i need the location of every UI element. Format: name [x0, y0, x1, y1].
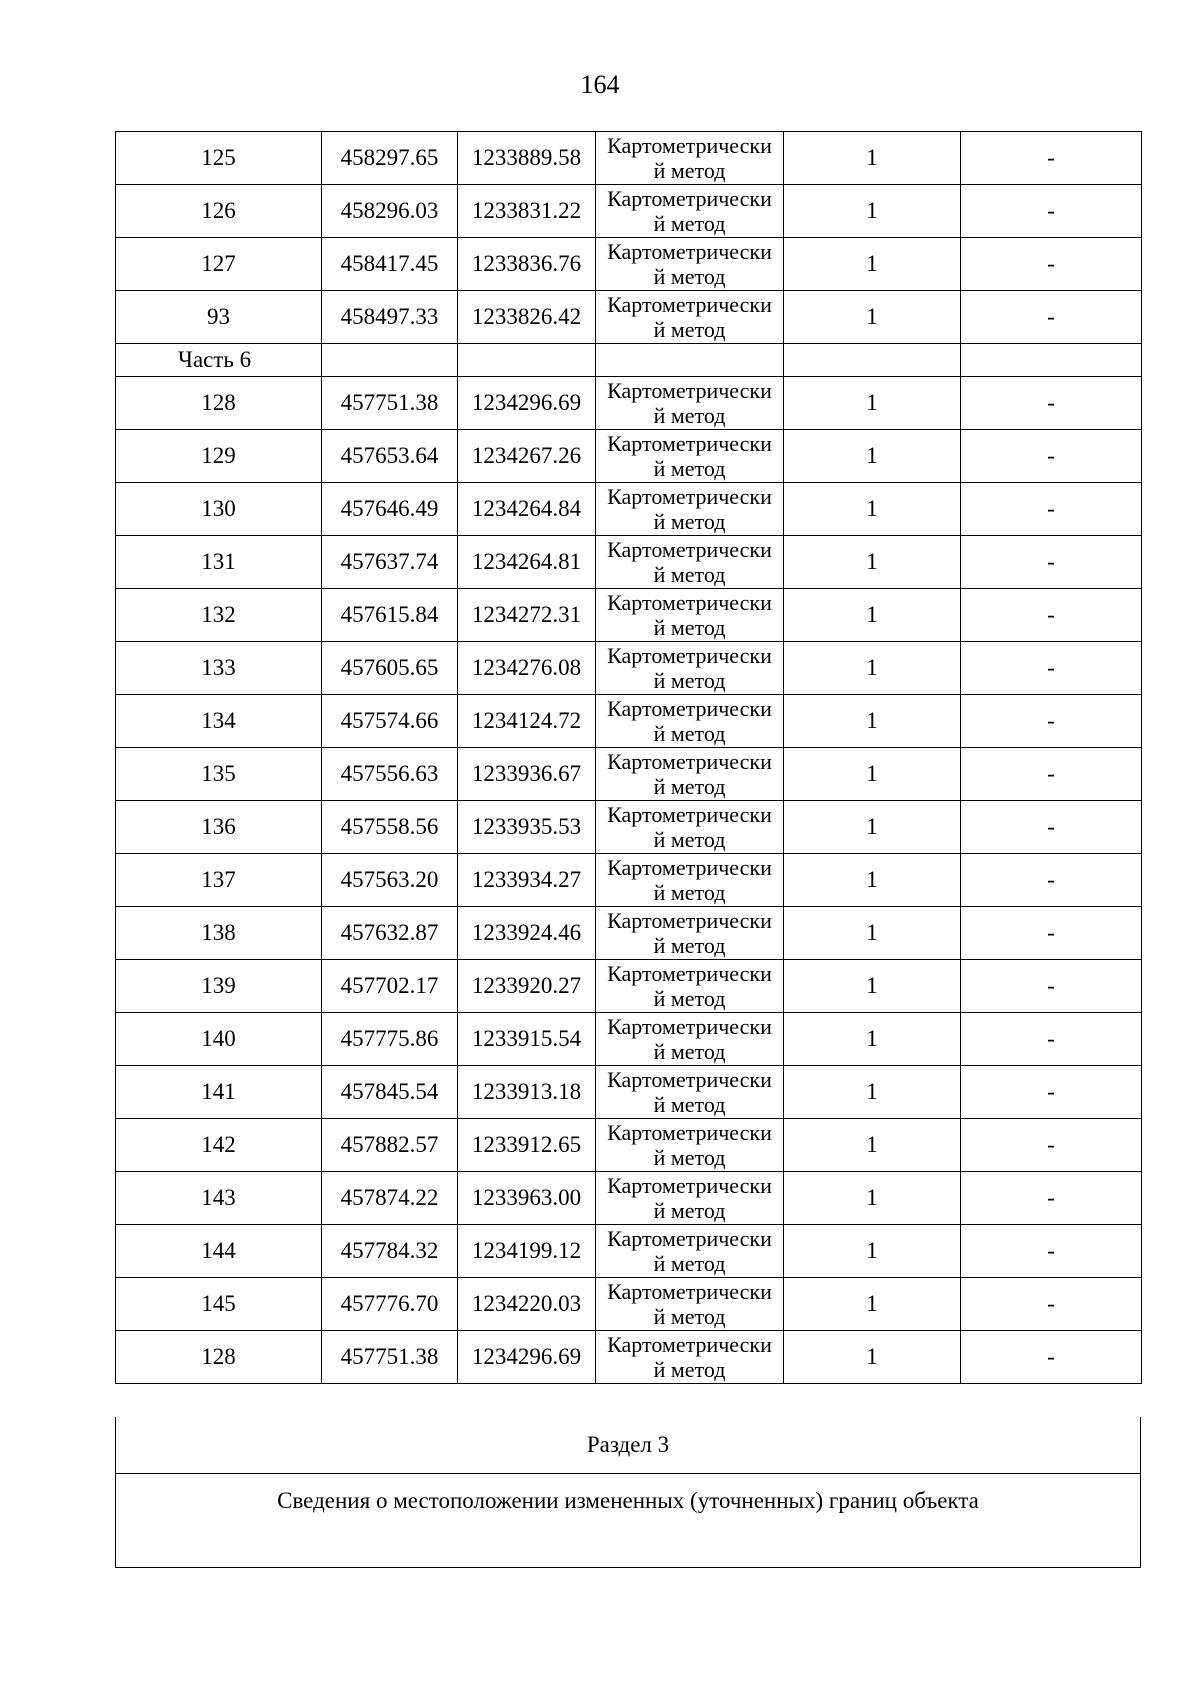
- method-text: Картометрический метод: [607, 378, 772, 428]
- accuracy-cell: 1: [784, 430, 961, 483]
- y-coordinate-cell: 1234124.72: [458, 695, 596, 748]
- x-coordinate-cell: 457574.66: [322, 695, 458, 748]
- method-text: Картометрический метод: [607, 1226, 772, 1276]
- x-coordinate-cell: 457558.56: [322, 801, 458, 854]
- y-coordinate-cell: 1233963.00: [458, 1172, 596, 1225]
- table-row: [116, 695, 1142, 748]
- method-text: Картометрический метод: [607, 643, 772, 693]
- method-text: Картометрический метод: [607, 1014, 772, 1064]
- table-row: [116, 748, 1142, 801]
- note-cell: -: [961, 642, 1142, 695]
- x-coordinate-cell: 457646.49: [322, 483, 458, 536]
- method-text: Картометрический метод: [607, 908, 772, 958]
- note-cell: -: [961, 960, 1142, 1013]
- table-row: [116, 854, 1142, 907]
- empty-cell: [596, 344, 784, 377]
- method-cell: [596, 132, 784, 185]
- table-row: [116, 801, 1142, 854]
- note-cell: -: [961, 1278, 1142, 1331]
- table-row: [116, 377, 1142, 430]
- point-number-cell: 131: [116, 536, 322, 589]
- accuracy-cell: 1: [784, 132, 961, 185]
- table-row: [116, 907, 1142, 960]
- y-coordinate-cell: 1233913.18: [458, 1066, 596, 1119]
- table-row: [116, 185, 1142, 238]
- method-cell: [596, 642, 784, 695]
- method-cell: [596, 854, 784, 907]
- accuracy-cell: 1: [784, 377, 961, 430]
- point-number-cell: 143: [116, 1172, 322, 1225]
- part-header-row: [116, 344, 1142, 377]
- method-cell: [596, 1172, 784, 1225]
- method-text: Картометрический метод: [607, 431, 772, 481]
- method-cell: [596, 1066, 784, 1119]
- x-coordinate-cell: 458497.33: [322, 291, 458, 344]
- note-cell: -: [961, 589, 1142, 642]
- point-number-cell: 145: [116, 1278, 322, 1331]
- note-cell: -: [961, 1119, 1142, 1172]
- x-coordinate-cell: 457605.65: [322, 642, 458, 695]
- note-cell: -: [961, 430, 1142, 483]
- accuracy-cell: 1: [784, 238, 961, 291]
- empty-cell: [322, 344, 458, 377]
- empty-cell: [784, 344, 961, 377]
- method-text: Картометрический метод: [607, 537, 772, 587]
- y-coordinate-cell: 1234296.69: [458, 377, 596, 430]
- table-row: [116, 1172, 1142, 1225]
- empty-cell: [458, 344, 596, 377]
- y-coordinate-cell: 1234267.26: [458, 430, 596, 483]
- note-cell: -: [961, 1013, 1142, 1066]
- method-text: Картометрический метод: [607, 590, 772, 640]
- accuracy-cell: 1: [784, 536, 961, 589]
- accuracy-cell: 1: [784, 1066, 961, 1119]
- method-text: Картометрический метод: [607, 696, 772, 746]
- point-number-cell: 135: [116, 748, 322, 801]
- x-coordinate-cell: 457776.70: [322, 1278, 458, 1331]
- y-coordinate-cell: 1233924.46: [458, 907, 596, 960]
- point-number-cell: 139: [116, 960, 322, 1013]
- accuracy-cell: 1: [784, 748, 961, 801]
- table-row: [116, 1013, 1142, 1066]
- y-coordinate-cell: 1234220.03: [458, 1278, 596, 1331]
- accuracy-cell: 1: [784, 1119, 961, 1172]
- method-cell: [596, 907, 784, 960]
- y-coordinate-cell: 1233826.42: [458, 291, 596, 344]
- method-text: Картометрический метод: [607, 133, 772, 183]
- method-cell: [596, 430, 784, 483]
- note-cell: -: [961, 748, 1142, 801]
- point-number-cell: 133: [116, 642, 322, 695]
- method-text: Картометрический метод: [607, 855, 772, 905]
- point-number-cell: 141: [116, 1066, 322, 1119]
- x-coordinate-cell: 457874.22: [322, 1172, 458, 1225]
- empty-cell: [961, 344, 1142, 377]
- note-cell: -: [961, 1172, 1142, 1225]
- table-row: [116, 132, 1142, 185]
- method-cell: [596, 238, 784, 291]
- y-coordinate-cell: 1234264.84: [458, 483, 596, 536]
- section-subtitle: Сведения о местоположении измененных (уточненных) границ объекта: [116, 1474, 1141, 1568]
- y-coordinate-cell: 1233831.22: [458, 185, 596, 238]
- x-coordinate-cell: 457775.86: [322, 1013, 458, 1066]
- accuracy-cell: 1: [784, 1013, 961, 1066]
- note-cell: -: [961, 907, 1142, 960]
- table-row: [116, 589, 1142, 642]
- x-coordinate-cell: 457702.17: [322, 960, 458, 1013]
- method-cell: [596, 185, 784, 238]
- method-cell: [596, 589, 784, 642]
- point-number-cell: 136: [116, 801, 322, 854]
- table-row: [116, 483, 1142, 536]
- note-cell: -: [961, 854, 1142, 907]
- y-coordinate-cell: 1233920.27: [458, 960, 596, 1013]
- method-cell: [596, 748, 784, 801]
- x-coordinate-cell: 457751.38: [322, 377, 458, 430]
- note-cell: -: [961, 1225, 1142, 1278]
- note-cell: -: [961, 483, 1142, 536]
- note-cell: -: [961, 185, 1142, 238]
- accuracy-cell: 1: [784, 642, 961, 695]
- table-row: [116, 1331, 1142, 1384]
- y-coordinate-cell: 1234276.08: [458, 642, 596, 695]
- y-coordinate-cell: 1234264.81: [458, 536, 596, 589]
- method-cell: [596, 1278, 784, 1331]
- method-text: Картометрический метод: [607, 802, 772, 852]
- y-coordinate-cell: 1233935.53: [458, 801, 596, 854]
- accuracy-cell: 1: [784, 907, 961, 960]
- table-row: [116, 536, 1142, 589]
- accuracy-cell: 1: [784, 483, 961, 536]
- table-row: [116, 1119, 1142, 1172]
- x-coordinate-cell: 457784.32: [322, 1225, 458, 1278]
- point-number-cell: 142: [116, 1119, 322, 1172]
- method-text: Картометрический метод: [607, 1173, 772, 1223]
- accuracy-cell: 1: [784, 1278, 961, 1331]
- point-number-cell: 93: [116, 291, 322, 344]
- coordinates-table: [115, 131, 1142, 1384]
- method-text: Картометрический метод: [607, 749, 772, 799]
- accuracy-cell: 1: [784, 1331, 961, 1384]
- point-number-cell: 127: [116, 238, 322, 291]
- table-row: [116, 238, 1142, 291]
- point-number-cell: 138: [116, 907, 322, 960]
- method-text: Картометрический метод: [607, 1120, 772, 1170]
- method-cell: [596, 377, 784, 430]
- x-coordinate-cell: 458417.45: [322, 238, 458, 291]
- point-number-cell: 128: [116, 377, 322, 430]
- method-cell: [596, 1013, 784, 1066]
- x-coordinate-cell: 457751.38: [322, 1331, 458, 1384]
- method-text: Картометрический метод: [607, 484, 772, 534]
- method-text: Картометрический метод: [607, 961, 772, 1011]
- point-number-cell: 128: [116, 1331, 322, 1384]
- method-text: Картометрический метод: [607, 1279, 772, 1329]
- note-cell: -: [961, 801, 1142, 854]
- accuracy-cell: 1: [784, 960, 961, 1013]
- method-cell: [596, 801, 784, 854]
- accuracy-cell: 1: [784, 854, 961, 907]
- table-row: [116, 1225, 1142, 1278]
- table-row: [116, 430, 1142, 483]
- x-coordinate-cell: 458297.65: [322, 132, 458, 185]
- method-text: Картометрический метод: [607, 186, 772, 236]
- coordinates-table-body: [116, 132, 1142, 1384]
- point-number-cell: 129: [116, 430, 322, 483]
- y-coordinate-cell: 1234199.12: [458, 1225, 596, 1278]
- x-coordinate-cell: 457563.20: [322, 854, 458, 907]
- accuracy-cell: 1: [784, 695, 961, 748]
- table-row: [116, 960, 1142, 1013]
- accuracy-cell: 1: [784, 1172, 961, 1225]
- method-cell: [596, 291, 784, 344]
- accuracy-cell: 1: [784, 801, 961, 854]
- point-number-cell: 137: [116, 854, 322, 907]
- y-coordinate-cell: 1234296.69: [458, 1331, 596, 1384]
- note-cell: -: [961, 377, 1142, 430]
- table-row: [116, 1278, 1142, 1331]
- section-title: Раздел 3: [116, 1417, 1141, 1474]
- x-coordinate-cell: 457882.57: [322, 1119, 458, 1172]
- method-cell: [596, 1225, 784, 1278]
- method-text: Картометрический метод: [607, 239, 772, 289]
- method-cell: [596, 960, 784, 1013]
- method-cell: [596, 1119, 784, 1172]
- method-text: Картометрический метод: [607, 1067, 772, 1117]
- x-coordinate-cell: 457632.87: [322, 907, 458, 960]
- method-cell: [596, 695, 784, 748]
- point-number-cell: 132: [116, 589, 322, 642]
- accuracy-cell: 1: [784, 1225, 961, 1278]
- note-cell: -: [961, 291, 1142, 344]
- y-coordinate-cell: 1233889.58: [458, 132, 596, 185]
- table-row: [116, 1066, 1142, 1119]
- point-number-cell: 134: [116, 695, 322, 748]
- method-cell: [596, 483, 784, 536]
- x-coordinate-cell: 457845.54: [322, 1066, 458, 1119]
- note-cell: -: [961, 238, 1142, 291]
- x-coordinate-cell: 458296.03: [322, 185, 458, 238]
- note-cell: -: [961, 536, 1142, 589]
- note-cell: -: [961, 695, 1142, 748]
- note-cell: -: [961, 1331, 1142, 1384]
- x-coordinate-cell: 457653.64: [322, 430, 458, 483]
- accuracy-cell: 1: [784, 291, 961, 344]
- point-number-cell: 130: [116, 483, 322, 536]
- method-cell: [596, 536, 784, 589]
- accuracy-cell: 1: [784, 185, 961, 238]
- note-cell: -: [961, 1066, 1142, 1119]
- point-number-cell: 126: [116, 185, 322, 238]
- y-coordinate-cell: 1233915.54: [458, 1013, 596, 1066]
- y-coordinate-cell: 1233836.76: [458, 238, 596, 291]
- accuracy-cell: 1: [784, 589, 961, 642]
- table-row: [116, 291, 1142, 344]
- section-table: [115, 1417, 1141, 1568]
- x-coordinate-cell: 457637.74: [322, 536, 458, 589]
- table-row: [116, 642, 1142, 695]
- part-label: Часть 6: [116, 344, 322, 377]
- page-number: 164: [580, 70, 620, 99]
- point-number-cell: 140: [116, 1013, 322, 1066]
- note-cell: -: [961, 132, 1142, 185]
- method-text: Картометрический метод: [607, 1332, 772, 1382]
- y-coordinate-cell: 1234272.31: [458, 589, 596, 642]
- method-text: Картометрический метод: [607, 292, 772, 342]
- point-number-cell: 144: [116, 1225, 322, 1278]
- y-coordinate-cell: 1233936.67: [458, 748, 596, 801]
- method-cell: [596, 1331, 784, 1384]
- y-coordinate-cell: 1233934.27: [458, 854, 596, 907]
- point-number-cell: 125: [116, 132, 322, 185]
- x-coordinate-cell: 457615.84: [322, 589, 458, 642]
- y-coordinate-cell: 1233912.65: [458, 1119, 596, 1172]
- x-coordinate-cell: 457556.63: [322, 748, 458, 801]
